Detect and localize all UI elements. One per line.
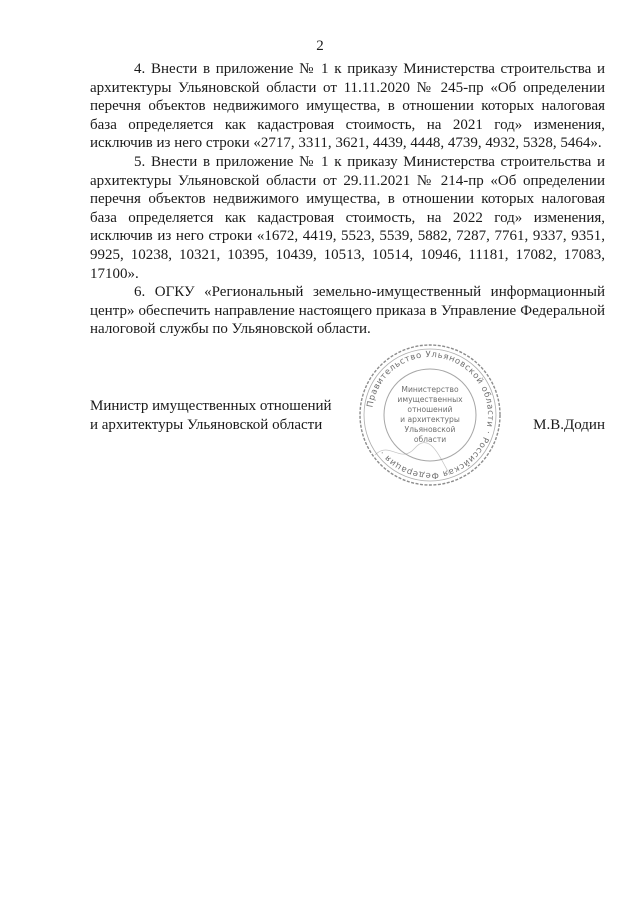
paragraph-4: 4. Внести в приложение № 1 к приказу Министерства строительства и архитектуры Ульяновской области от 11.11.2020 № 245-пр «Об определении перечня объектов недвижимого имущества, в отношении которых налоговая база определяется как кадастровая стоимость, на 2021 год» изменения, исключив из него строки «2717, 3311, 3621, 4439, 4448, 4739, 4932, 5328, 5464».	[90, 61, 605, 152]
paragraph-5: 5. Внести в приложение № 1 к приказу Министерства строительства и архитектуры Ульяновской области от 29.11.2021 № 214-пр «Об определении перечня объектов недвижимого имущества, в отношении которых налоговая база определяется как кадастровая стоимость, на 2022 год» изменения, исключив из него строки «1672, 4419, 5523, 5539, 5882, 7287, 7761, 9337, 9351, 9925, 10238, 10321, 10395, 10439, 10513, 10514, 10946, 11181, 17082, 17083, 17100».	[90, 153, 605, 282]
stamp-line: области	[413, 435, 447, 444]
official-stamp	[355, 340, 505, 490]
stamp-ring-text: Правительство Ульяновской области · Российская Федерация ·	[365, 349, 496, 481]
signature-block	[90, 397, 605, 435]
stamp-line: и архитектуры	[400, 415, 460, 424]
stamp-line: Министерство	[401, 385, 459, 394]
signer-title-line1: Министр имущественных отношений	[90, 398, 332, 414]
stamp-line: отношений	[407, 405, 453, 414]
stamp-line: имущественных	[397, 395, 463, 404]
stamp-seal-icon	[355, 340, 505, 490]
signer-name: М.В.Додин	[533, 417, 605, 433]
signer-title-line2: и архитектуры Ульяновской области	[90, 417, 323, 433]
page-number: 2	[316, 38, 324, 54]
stamp-line: Ульяновской	[404, 425, 456, 434]
document-body	[90, 60, 605, 339]
paragraph-6: 6. ОГКУ «Региональный земельно-имущественный информационный центр» обеспечить направление настоящего приказа в Управление Федеральной налоговой службы по Ульяновской области.	[90, 284, 605, 338]
